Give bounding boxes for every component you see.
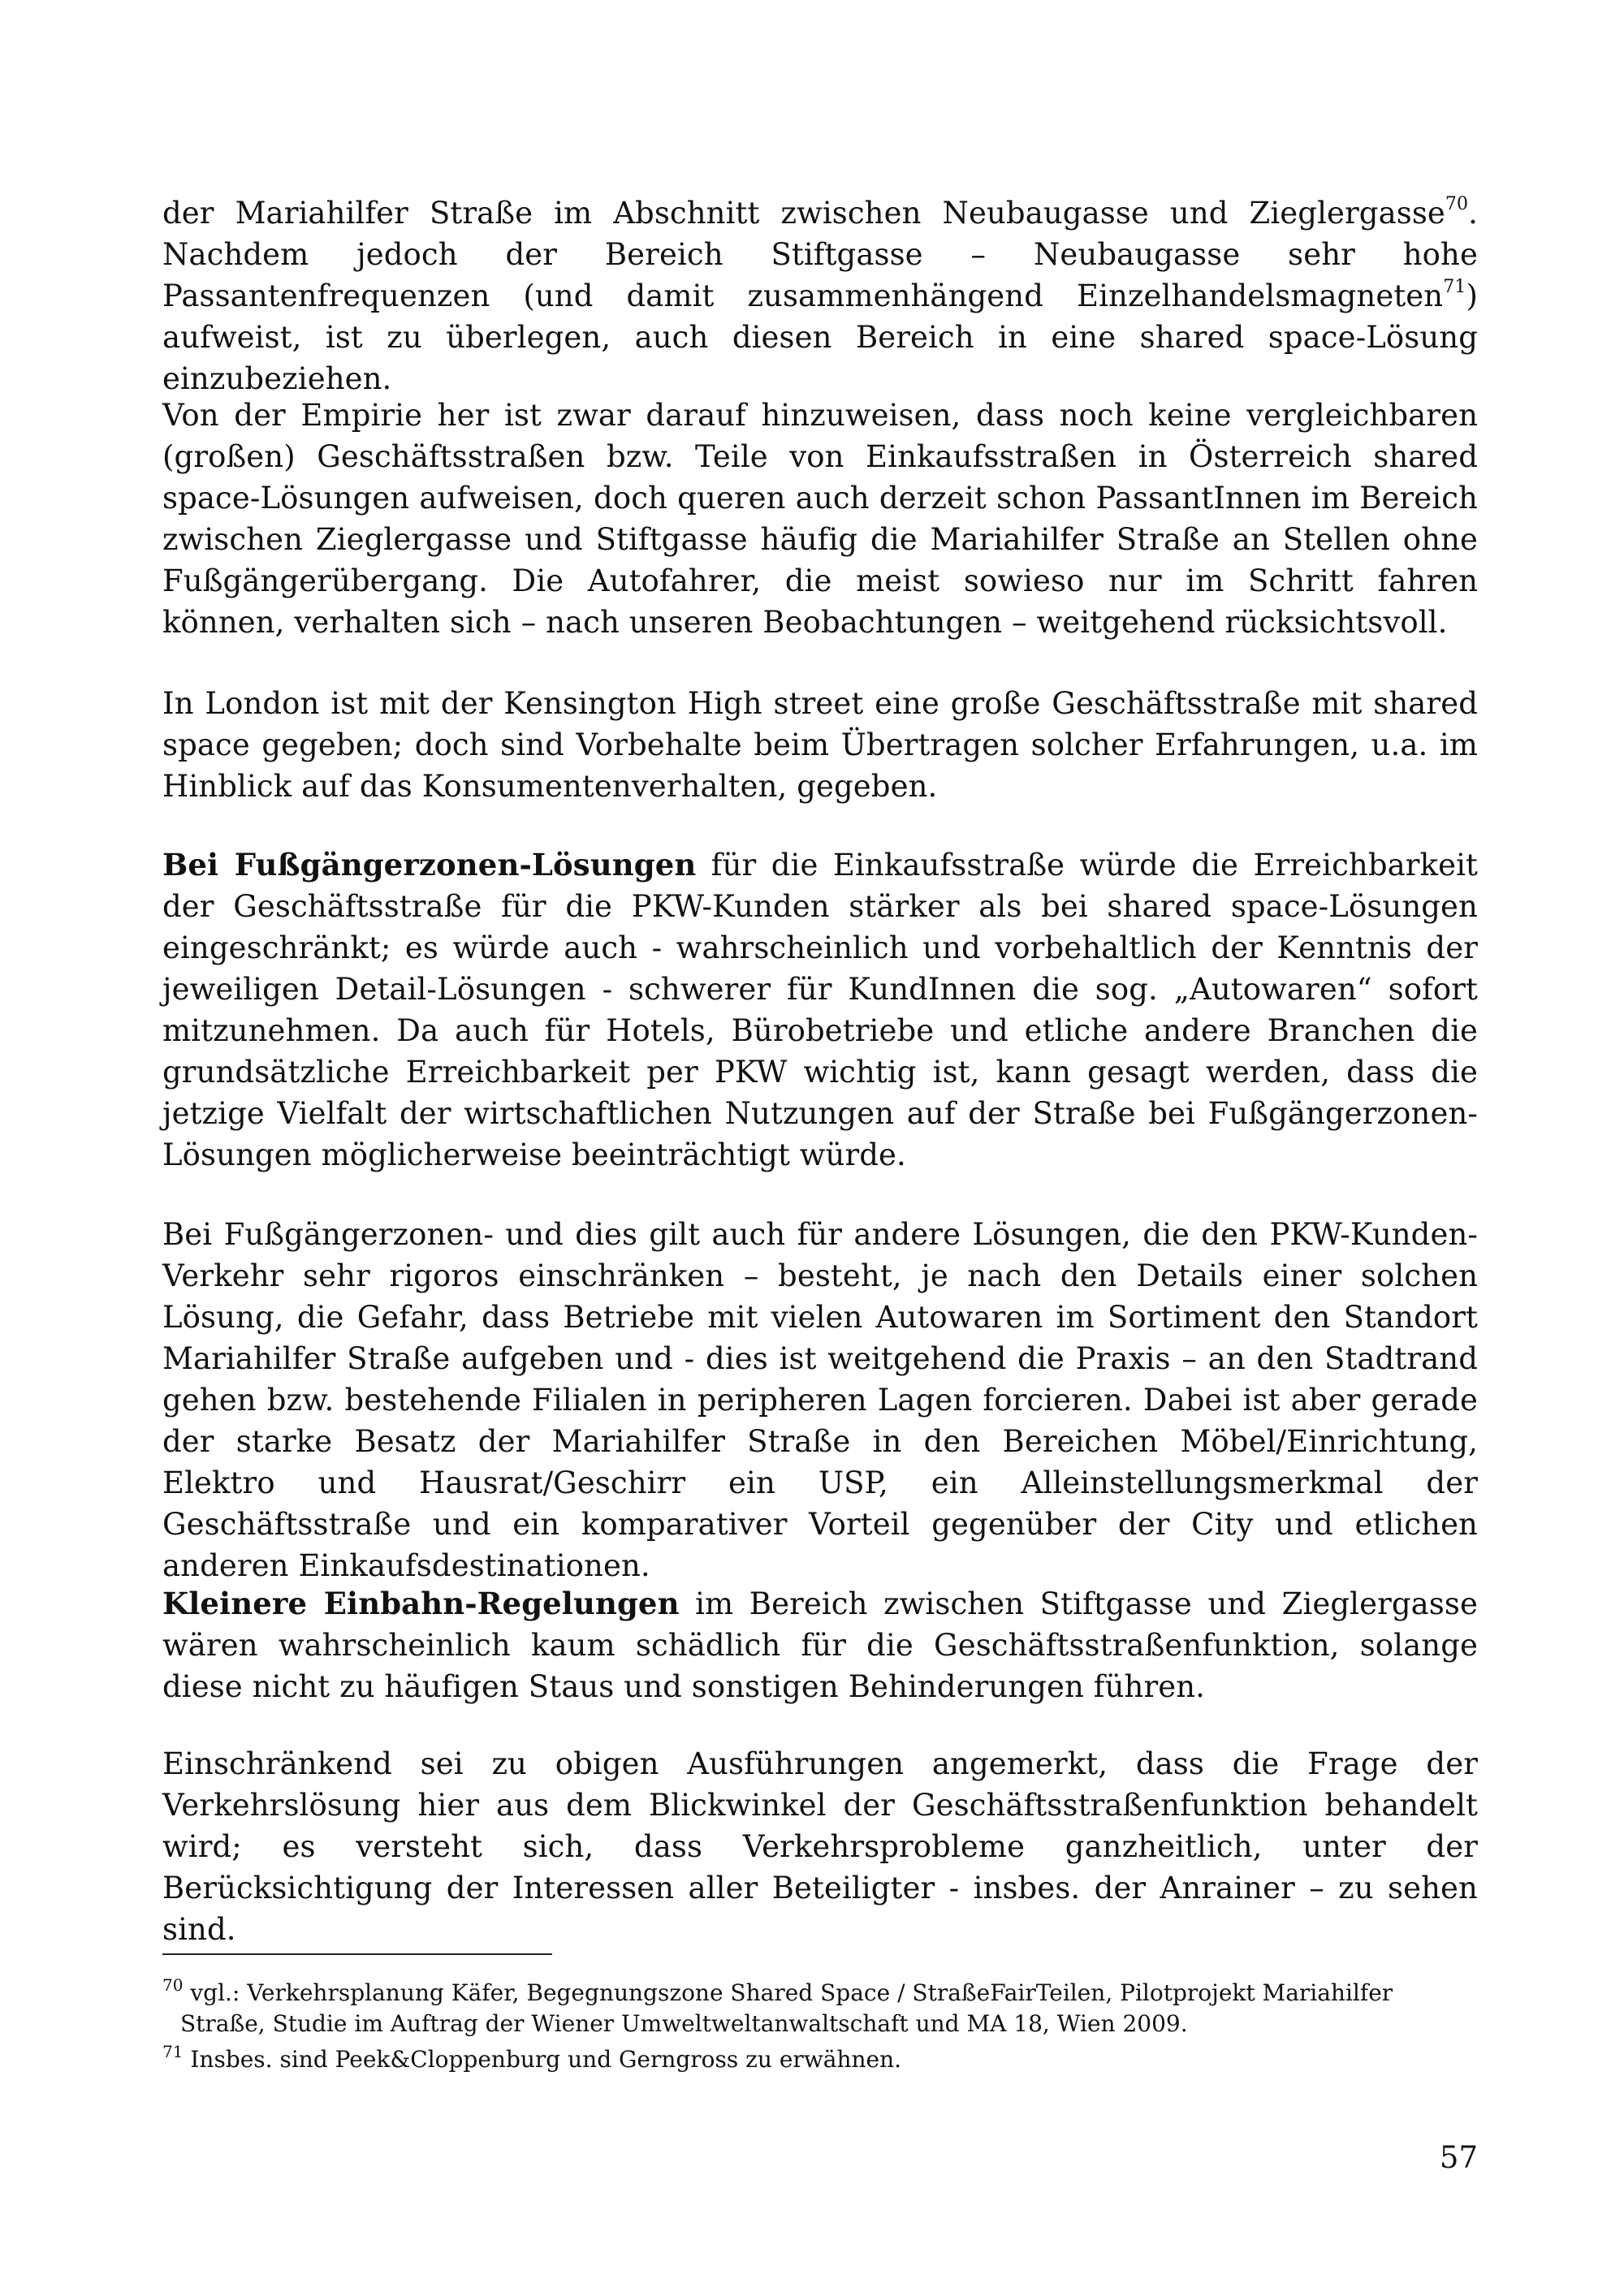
footnote-71 (162, 2041, 1478, 2075)
paragraph-london-example: In London ist mit der Kensington High street eine große Geschäftsstraße mit shared space gegeben; doch sind Vorbehalte beim Übertragen solcher Erfahrungen, u.a. im Hinblick auf das Konsumentenverhalten, gegeben. (162, 686, 1478, 804)
paragraph-one-way-regulations (162, 1583, 1478, 1707)
footnote-separator (162, 1953, 552, 1955)
footnote-text: Insbes. sind Peek&Cloppenburg und Gerngross zu erwähnen. (183, 2046, 902, 2073)
footnote-mark: 70 (162, 1974, 184, 1995)
paragraph-empirical-evidence: Von der Empirie her ist zwar darauf hinzuweisen, dass noch keine vergleichbaren (großen) Geschäftsstraßen bzw. Teile von Einkaufsstraßen in Österreich shared space-Lösungen aufweisen, doch queren auch derzeit schon PassantInnen im Bereich zwischen Zieglergasse und Stiftgasse häufig die Mariahilfer Straße an Stellen ohne Fußgängerübergang. Die Autofahrer, die meist sowieso nur im Schritt fahren können, verhalten sich – nach unseren Beobachtungen – weitgehend rücksichtsvoll. (162, 398, 1478, 640)
footnote-text-continued: Straße, Studie im Auftrag der Wiener Umweltweltanwaltschaft und MA 18, Wien 2009. (180, 2010, 1188, 2037)
paragraph-shared-space-extension (162, 192, 1478, 399)
footnote-ref-71[interactable]: 71 (1443, 276, 1466, 297)
footnote-70 (162, 1974, 1478, 2039)
paragraph-heading-bold: Kleinere Einbahn-Regelungen (162, 1586, 680, 1621)
paragraph-text: für die Einkaufsstraße würde die Erreichbarkeit der Geschäftsstraße für die PKW-Kunden stärker als bei shared space-Lösungen eingeschränkt; es würde auch - wahrscheinlich und vorbehaltlich der Kenntnis der jeweiligen Detail-Lösungen - schwerer für KundInnen die sog. „Autowaren“ sofort mitzunehmen. Da auch für Hotels, Bürobetriebe und etliche andere Branchen die grundsätzliche Erreichbarkeit per PKW wichtig ist, kann gesagt werden, dass die jetzige Vielfalt der wirtschaftlichen Nutzungen auf der Straße bei Fußgängerzonen-Lösungen möglicherweise beeinträchtigt würde. (162, 848, 1478, 1172)
page-number: 57 (1439, 2140, 1478, 2175)
paragraph-text: . Nachdem jedoch der Bereich Stiftgasse – Neubaugasse sehr hohe Passantenfrequenzen (und damit zusammenhängend Einzelhandelsmagneten (162, 196, 1478, 313)
paragraph-risks-for-businesses: Bei Fußgängerzonen- und dies gilt auch für andere Lösungen, die den PKW-Kunden-Verkehr sehr rigoros einschränken – besteht, je nach den Details einer solchen Lösung, die Gefahr, dass Betriebe mit vielen Autowaren im Sortiment den Standort Mariahilfer Straße aufgeben und - dies ist weitgehend die Praxis – an den Stadtrand gehen bzw. bestehende Filialen in peripheren Lagen forcieren. Dabei ist aber gerade der starke Besatz der Mariahilfer Straße in den Bereichen Möbel/Einrichtung, Elektro und Hausrat/Geschirr ein USP, ein Alleinstellungsmerkmal der Geschäftsstraße und ein komparativer Vorteil gegenüber der City und etlichen anderen Einkaufsdestinationen. (162, 1217, 1478, 1583)
footnote-text: vgl.: Verkehrsplanung Käfer, Begegnungszone Shared Space / StraßeFairTeilen, Pilotprojekt Mariahilfer (183, 1979, 1393, 2006)
footnote-ref-70[interactable]: 70 (1445, 193, 1469, 214)
paragraph-pedestrian-zone-solutions (162, 844, 1478, 1176)
paragraph-text: im Bereich zwischen Stiftgasse und Zieglergasse wären wahrscheinlich kaum schädlich für die Geschäftsstraßenfunktion, solange diese nicht zu häufigen Staus und sonstigen Behinderungen führen. (162, 1586, 1478, 1704)
footnote-mark: 71 (162, 2041, 184, 2061)
paragraph-limiting-remark: Einschränkend sei zu obigen Ausführungen angemerkt, dass die Frage der Verkehrslösung hier aus dem Blickwinkel der Geschäftsstraßenfunktion behandelt wird; es versteht sich, dass Verkehrsprobleme ganzheitlich, unter der Berücksichtigung der Interessen aller Beteiligter - insbes. der Anrainer – zu sehen sind. (162, 1746, 1478, 1947)
paragraph-text: der Mariahilfer Straße im Abschnitt zwischen Neubaugasse und Zieglergasse (162, 196, 1445, 231)
paragraph-heading-bold: Bei Fußgängerzonen-Lösungen (162, 847, 697, 883)
paragraph-text: ) aufweist, ist zu überlegen, auch diesen Bereich in eine shared space-Lösung einzubeziehen. (162, 278, 1478, 396)
